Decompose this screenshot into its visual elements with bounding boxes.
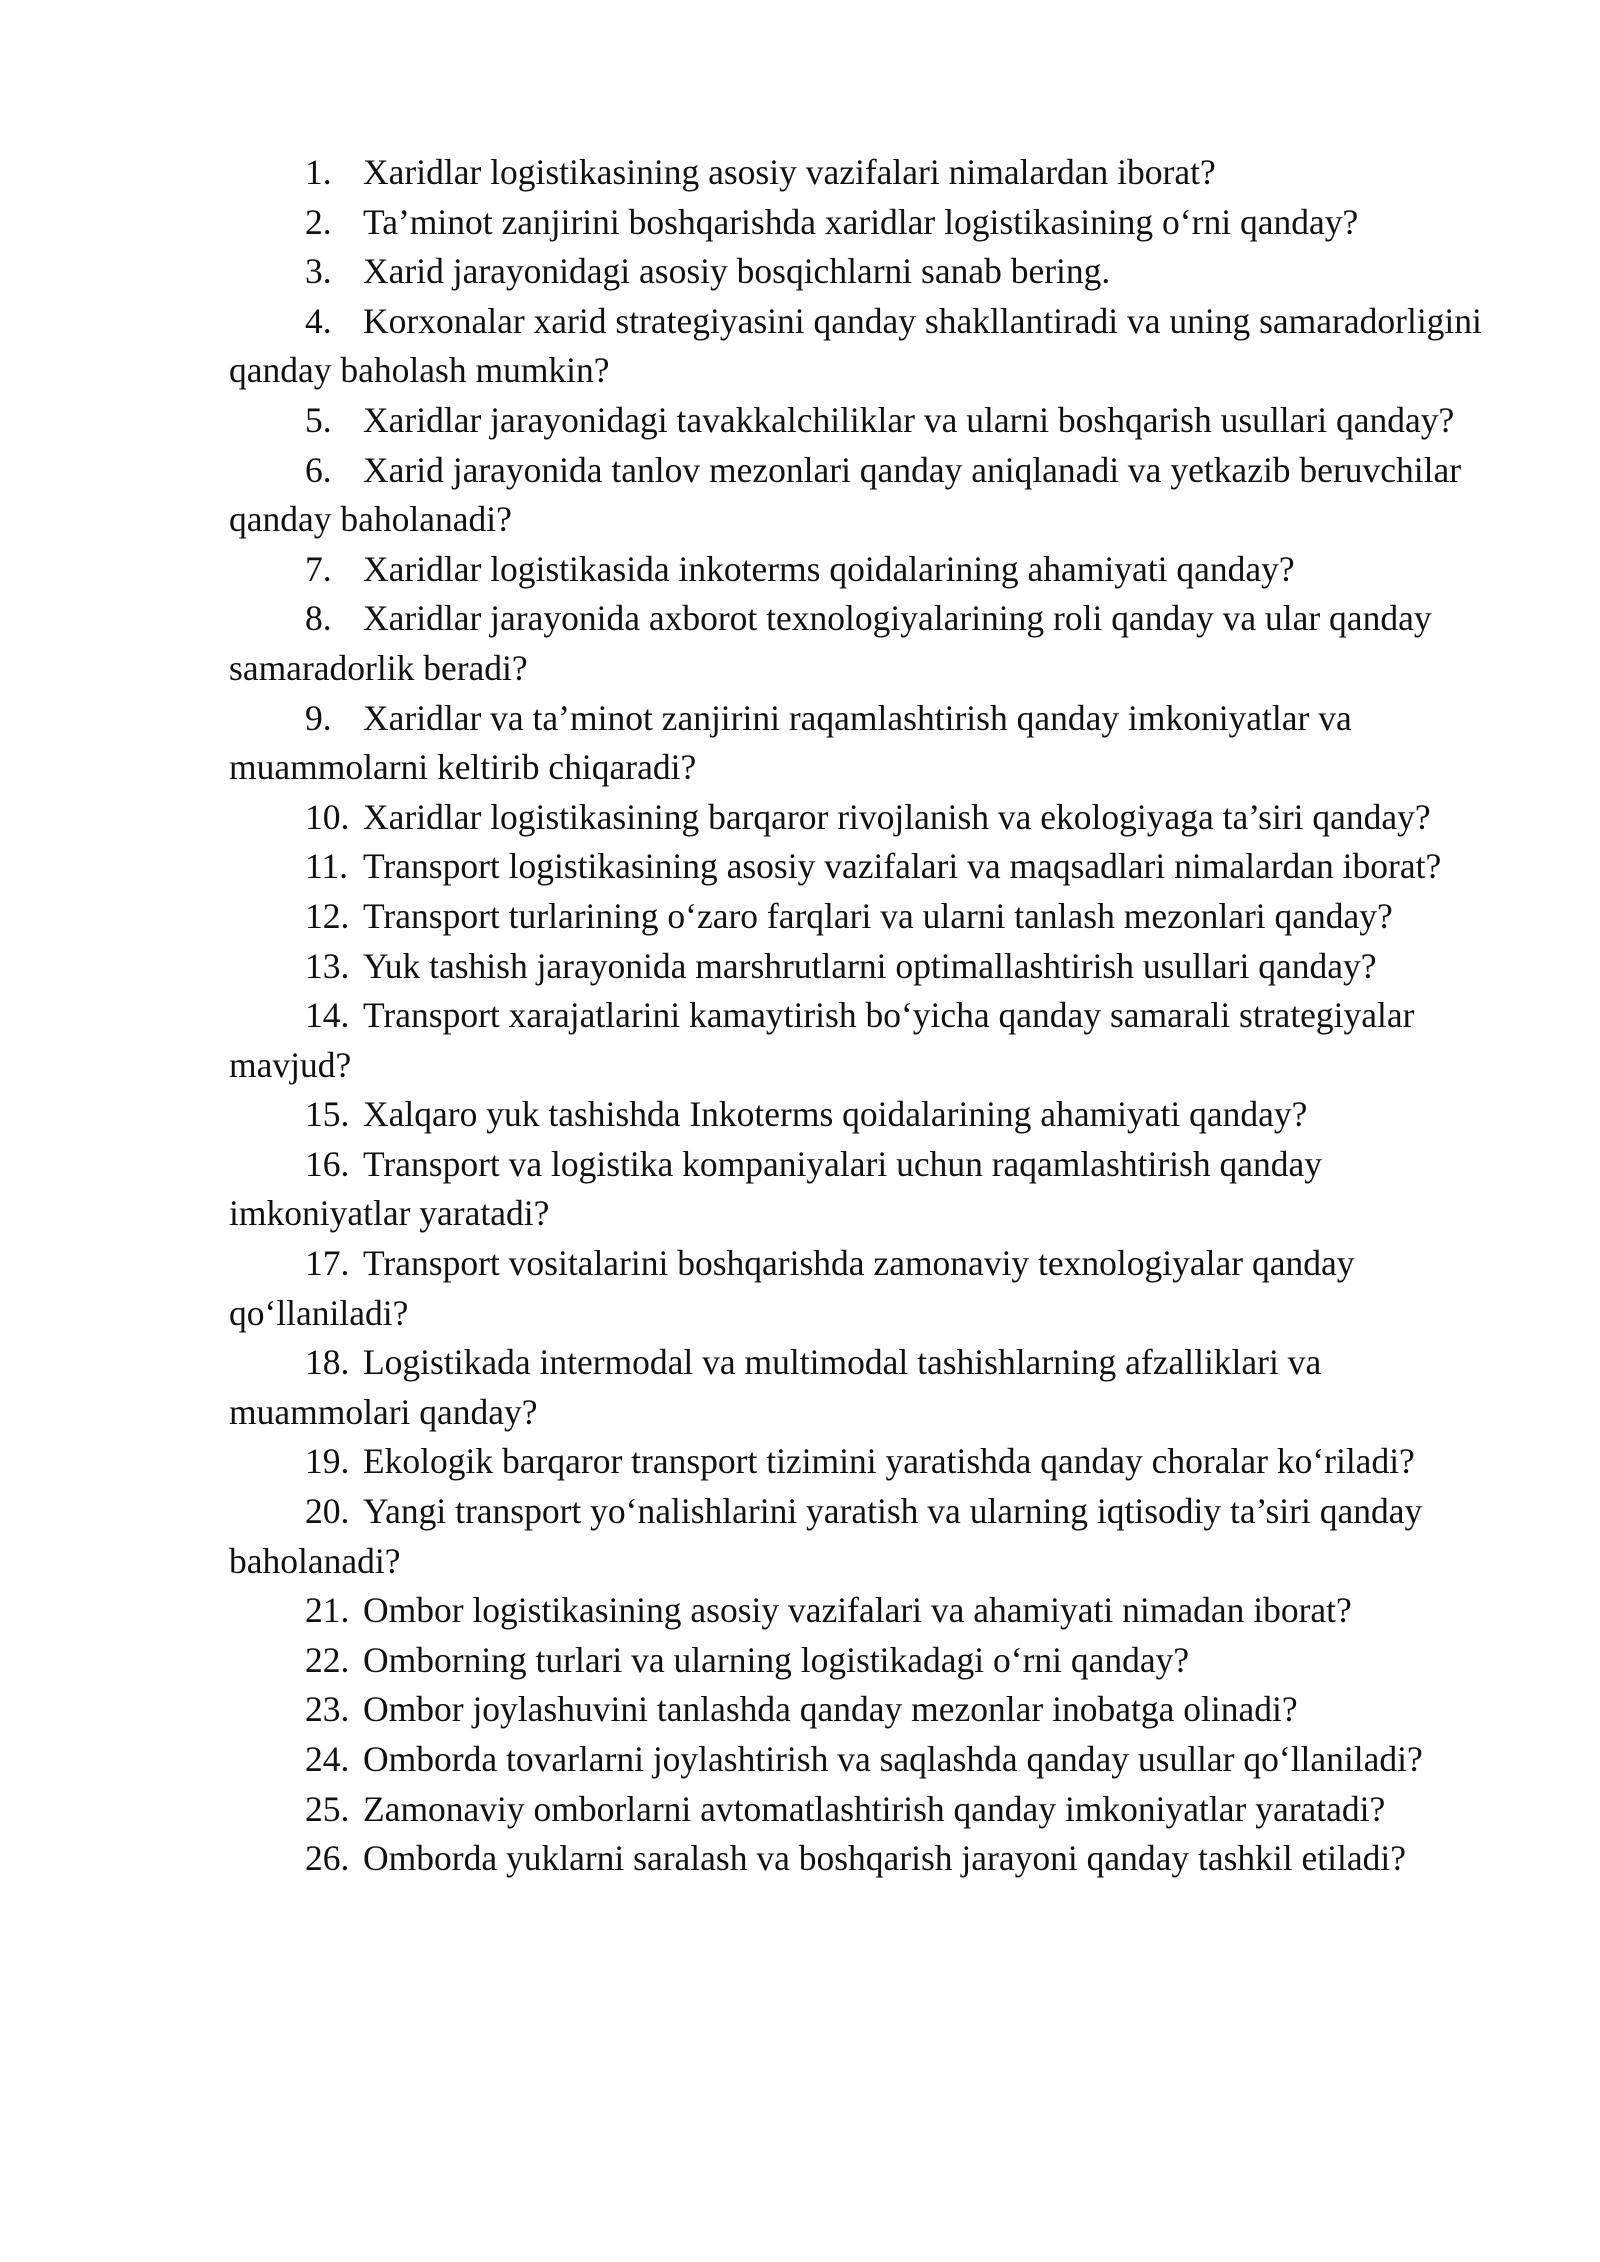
question-item — [229, 545, 1485, 595]
question-list — [229, 148, 1485, 1884]
question-item — [229, 297, 1485, 396]
question-text: Ta’minot zanjirini boshqarishda xaridlar logistikasining o‘rni qanday? — [363, 201, 1359, 242]
question-item — [229, 1636, 1485, 1686]
question-item — [229, 1338, 1485, 1437]
question-item — [229, 1586, 1485, 1636]
question-number: 16. — [305, 1143, 350, 1184]
question-item — [229, 594, 1485, 693]
question-item — [229, 942, 1485, 992]
question-text: Transport va logistika kompaniyalari uchun raqamlashtirish qanday imkoniyatlar yaratadi? — [229, 1143, 1322, 1234]
question-number: 22. — [305, 1639, 350, 1680]
question-number: 13. — [305, 945, 350, 986]
question-number: 24. — [305, 1739, 350, 1779]
question-text: Xaridlar jarayonida axborot texnologiyalarining roli qanday va ular qanday samaradorlik beradi? — [229, 598, 1432, 688]
question-item — [229, 198, 1485, 248]
question-text: Omborning turlari va ularning logistikadagi o‘rni qanday? — [363, 1639, 1190, 1680]
question-number: 10. — [305, 796, 350, 837]
question-item — [229, 793, 1485, 843]
question-number: 1. — [305, 152, 332, 192]
question-number: 20. — [305, 1491, 350, 1532]
question-item — [229, 1239, 1485, 1338]
question-item — [229, 842, 1485, 892]
question-number: 4. — [305, 300, 332, 341]
question-item — [229, 1685, 1485, 1735]
question-item — [229, 396, 1485, 446]
question-number: 7. — [305, 548, 332, 589]
question-text: Xaridlar jarayonidagi tavakkalchiliklar va ularni boshqarish usullari qanday? — [363, 399, 1455, 440]
question-number: 14. — [305, 995, 350, 1036]
question-text: Xaridlar logistikasining barqaror rivojlanish va ekologiyaga ta’siri qanday? — [363, 796, 1431, 837]
question-item — [229, 892, 1485, 942]
question-number: 23. — [305, 1689, 350, 1730]
question-text: Xalqaro yuk tashishda Inkoterms qoidalarining ahamiyati qanday? — [363, 1094, 1308, 1135]
question-text: Xaridlar logistikasida inkoterms qoidalarining ahamiyati qanday? — [363, 548, 1295, 589]
question-text: Xarid jarayonidagi asosiy bosqichlarni sanab bering. — [363, 251, 1111, 292]
question-item — [229, 1487, 1485, 1586]
question-text: Transport turlarining o‘zaro farqlari va ularni tanlash mezonlari qanday? — [363, 895, 1393, 936]
question-text: Xarid jarayonida tanlov mezonlari qanday aniqlanadi va yetkazib beruvchilar qanday baholanadi? — [229, 449, 1462, 540]
question-item — [229, 991, 1485, 1090]
question-item — [229, 247, 1485, 297]
question-item — [229, 694, 1485, 793]
question-number: 15. — [305, 1094, 350, 1135]
question-number: 5. — [305, 399, 332, 440]
question-text: Ombor joylashuvini tanlashda qanday mezonlar inobatga olinadi? — [363, 1689, 1298, 1730]
question-text: Omborda yuklarni saralash va boshqarish jarayoni qanday tashkil etiladi? — [363, 1838, 1407, 1879]
question-number: 18. — [305, 1342, 350, 1383]
question-text: Yuk tashish jarayonida marshrutlarni optimallashtirish usullari qanday? — [363, 945, 1377, 986]
question-number: 19. — [305, 1441, 350, 1482]
question-text: Transport xarajatlarini kamaytirish bo‘yicha qanday samarali strategiyalar mavjud? — [229, 995, 1415, 1085]
question-number: 21. — [305, 1590, 350, 1631]
question-number: 12. — [305, 895, 350, 936]
question-text: Omborda tovarlarni joylashtirish va saqlashda qanday usullar qo‘llaniladi? — [363, 1739, 1423, 1779]
question-item — [229, 1437, 1485, 1487]
question-item — [229, 1785, 1485, 1835]
question-number: 17. — [305, 1243, 350, 1284]
question-number: 11. — [305, 846, 349, 887]
question-text: Transport logistikasining asosiy vazifalari va maqsadlari nimalardan iborat? — [363, 846, 1442, 887]
question-number: 2. — [305, 201, 332, 242]
question-number: 25. — [305, 1788, 350, 1829]
question-text: Logistikada intermodal va multimodal tashishlarning afzalliklari va muammolari qanday? — [229, 1342, 1322, 1432]
question-text: Ombor logistikasining asosiy vazifalari va ahamiyati nimadan iborat? — [363, 1590, 1352, 1631]
question-text: Xaridlar va ta’minot zanjirini raqamlashtirish qanday imkoniyatlar va muammolarni keltirib chiqaradi? — [229, 697, 1352, 788]
question-number: 9. — [305, 697, 332, 738]
question-text: Zamonaviy omborlarni avtomatlashtirish qanday imkoniyatlar yaratadi? — [363, 1788, 1386, 1829]
question-text: Yangi transport yo‘nalishlarini yaratish va ularning iqtisodiy ta’siri qanday baholanadi? — [229, 1491, 1423, 1581]
question-text: Ekologik barqaror transport tizimini yaratishda qanday choralar ko‘riladi? — [363, 1441, 1415, 1482]
question-item — [229, 1090, 1485, 1140]
question-text: Transport vositalarini boshqarishda zamonaviy texnologiyalar qanday qo‘llaniladi? — [229, 1243, 1355, 1333]
question-number: 6. — [305, 449, 332, 490]
question-text: Xaridlar logistikasining asosiy vazifalari nimalardan iborat? — [363, 152, 1216, 192]
question-number: 3. — [305, 251, 332, 292]
question-item — [229, 446, 1485, 545]
question-item — [229, 1735, 1485, 1785]
question-item — [229, 1140, 1485, 1239]
question-number: 8. — [305, 598, 332, 639]
question-item — [229, 1834, 1485, 1884]
question-text: Korxonalar xarid strategiyasini qanday shakllantiradi va uning samaradorligini qanday baholash mumkin? — [229, 300, 1482, 391]
question-number: 26. — [305, 1838, 350, 1879]
question-item — [229, 148, 1485, 198]
